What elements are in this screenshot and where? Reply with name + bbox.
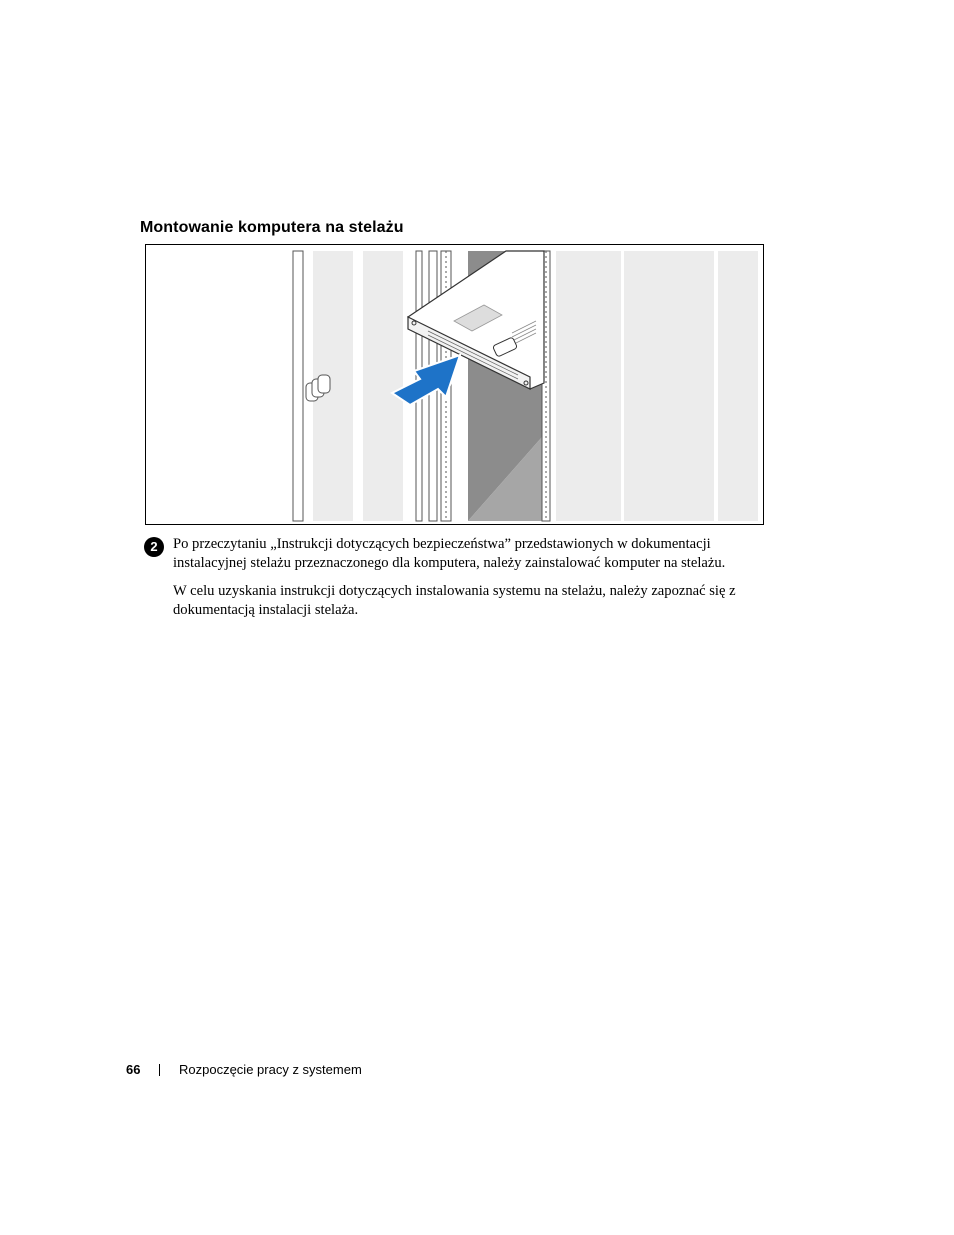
page-number: 66: [126, 1062, 141, 1077]
step-number-badge: 2: [144, 537, 164, 557]
rack-illustration: [146, 245, 763, 524]
rack-panel: [556, 251, 621, 521]
rack-panel: [624, 251, 714, 521]
footer-title: Rozpoczęcie pracy z systemem: [179, 1062, 362, 1077]
section-heading: Montowanie komputera na stelażu: [140, 219, 404, 236]
rack-panel: [363, 251, 403, 521]
rack-installation-figure: [145, 244, 764, 525]
footer-separator: [159, 1064, 160, 1076]
step-paragraph-2: W celu uzyskania instrukcji dotyczących instalowania systemu na stelażu, należy zapoznać się z dokumentacją instalacji stelaża.: [173, 583, 736, 618]
page-footer: [0, 1062, 954, 1082]
step-paragraph-1: Po przeczytaniu „Instrukcji dotyczących bezpieczeństwa” przedstawionych w dokumentacji instalacyjnej stelażu przeznaczonego dla komputera, należy zainstalować komputer na stelażu.: [173, 536, 726, 571]
rack-rail: [293, 251, 303, 521]
rack-panel: [718, 251, 758, 521]
